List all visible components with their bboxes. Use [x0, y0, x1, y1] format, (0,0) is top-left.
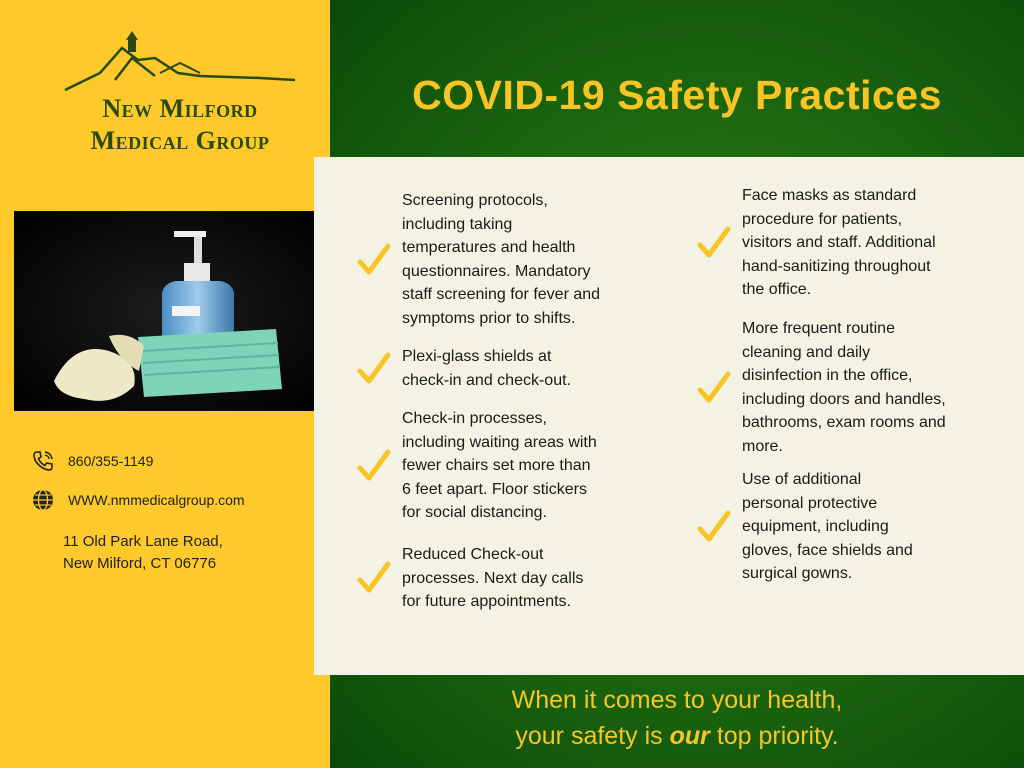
checkmark-icon	[354, 446, 394, 486]
practice-item-ppe	[694, 468, 913, 586]
page-title: COVID-19 Safety Practices	[412, 72, 942, 118]
logo-mountain-icon	[60, 28, 300, 98]
checkmark-icon	[354, 240, 394, 280]
practice-text: More frequent routine cleaning and daily disinfection in the office, including doors and handles, bathrooms, exam rooms and more.	[742, 320, 946, 455]
practice-item-masks	[694, 184, 936, 302]
address-line1: 11 Old Park Lane Road,	[63, 533, 223, 550]
practice-item-shields	[354, 345, 571, 392]
practice-item-checkout	[354, 543, 583, 614]
logo	[60, 28, 300, 163]
practice-text: Plexi-glass shields at check-in and check-out.	[402, 348, 571, 389]
website-row[interactable]	[30, 487, 245, 513]
address-line2: New Milford, CT 06776	[63, 555, 217, 572]
practice-item-screening	[354, 189, 600, 330]
checkmark-icon	[354, 349, 394, 389]
logo-line2: Medical Group	[90, 126, 270, 155]
practice-item-checkin	[354, 407, 597, 525]
globe-icon	[30, 487, 56, 513]
website-link[interactable]: WWW.nmmedicalgroup.com	[68, 492, 245, 508]
checkmark-icon	[694, 368, 734, 408]
checkmark-icon	[694, 507, 734, 547]
practice-text: Face masks as standard procedure for patients, visitors and staff. Additional hand-sanitizing throughout the office.	[742, 187, 936, 298]
address	[63, 531, 223, 575]
logo-line1: New Milford	[102, 94, 258, 123]
practice-item-cleaning	[694, 317, 946, 458]
practices-panel	[314, 157, 1024, 675]
sanitizer-mask-photo	[14, 211, 324, 411]
phone-number[interactable]: 860/355-1149	[68, 453, 154, 469]
phone-icon	[30, 448, 56, 474]
footer-tagline	[330, 682, 1024, 754]
practice-text: Use of additional personal protective equipment, including gloves, face shields and surgical gowns.	[742, 471, 913, 582]
practice-text: Screening protocols, including taking temperatures and health questionnaires. Mandatory staff screening for fever and symptoms prior to shifts.	[402, 192, 601, 327]
footer-line2: your safety is our top priority.	[515, 722, 839, 750]
phone-row[interactable]	[30, 448, 153, 474]
footer-line1: When it comes to your health,	[511, 686, 843, 714]
checkmark-icon	[354, 558, 394, 598]
practice-text: Reduced Check-out processes. Next day calls for future appointments.	[402, 546, 584, 610]
checkmark-icon	[694, 223, 734, 263]
practice-text: Check-in processes, including waiting areas with fewer chairs set more than 6 feet apart. Floor stickers for social distancing.	[402, 410, 597, 521]
